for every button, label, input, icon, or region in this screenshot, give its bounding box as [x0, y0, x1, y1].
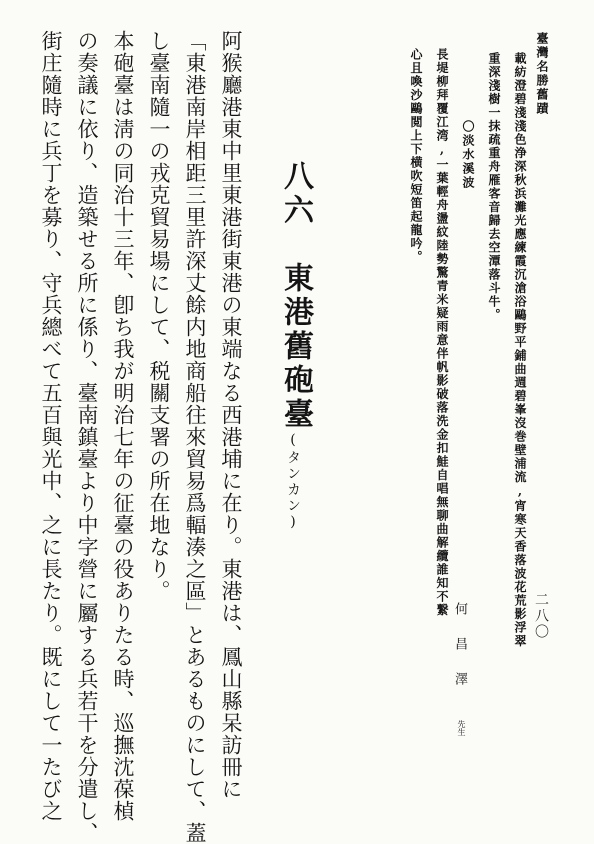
body-line-2: 「東港南岸相距三里許深丈餘内地商船往來貿易爲輻湊之區」とあるものにして、蓋	[183, 30, 207, 844]
section-reading: (タンカン)	[285, 432, 301, 532]
poem-line-2: 重深淺樹一抹疏重舟雁客音歸去空潭落斗牛。	[487, 52, 501, 322]
author-suffix: 先生	[457, 720, 466, 736]
author-name: 何昌澤	[452, 602, 467, 707]
body-line-6: 街庄隨時に兵丁を募り、守兵總べて五百與光中、之に長たり。既にして一たび之	[39, 30, 63, 822]
running-head: 臺灣名勝舊蹟	[535, 32, 549, 116]
poem2-line-1: 長堤柳拜覆江湾,一葉輕舟盪紋陸勢驚青米疑雨意伴帆影破落洗金扣鮭自唱無聊曲解纜誰知不繋	[435, 48, 449, 617]
page-number: 二八〇	[533, 592, 549, 640]
poem-title: 〇淡水溪波	[461, 120, 475, 190]
body-line-3: し臺南隨一の戎克貿易場にして、税關支署の所在地なり。	[147, 30, 171, 602]
poem-line-1: 載紡澄碧淺淺色浄深秋浜灘光應練霞沉滄浴鷗野平鋪曲週碧峯沒巻壁浦流,宵寒天香落波花荒影浮翠	[513, 52, 527, 648]
body-line-4: 本砲臺は淸の同治十三年、卽ち我が明治七年の征臺の役ありたる時、巡撫沈葆楨	[111, 30, 135, 822]
body-line-1: 阿猴廳港東中里東港街東港の東端なる西港埔に在り。東港は、鳳山縣呆訪冊に	[219, 30, 243, 800]
poem2-line-2: 心且喚沙鷗閲上下横吹短笛起龍吟。	[409, 48, 423, 264]
body-line-5: の奏議に依り、造築せる所に係り、臺南鎮臺より中字營に屬する兵若干を分遣し、	[75, 30, 99, 844]
section-heading: 八六 東港舊砲臺	[278, 160, 313, 432]
